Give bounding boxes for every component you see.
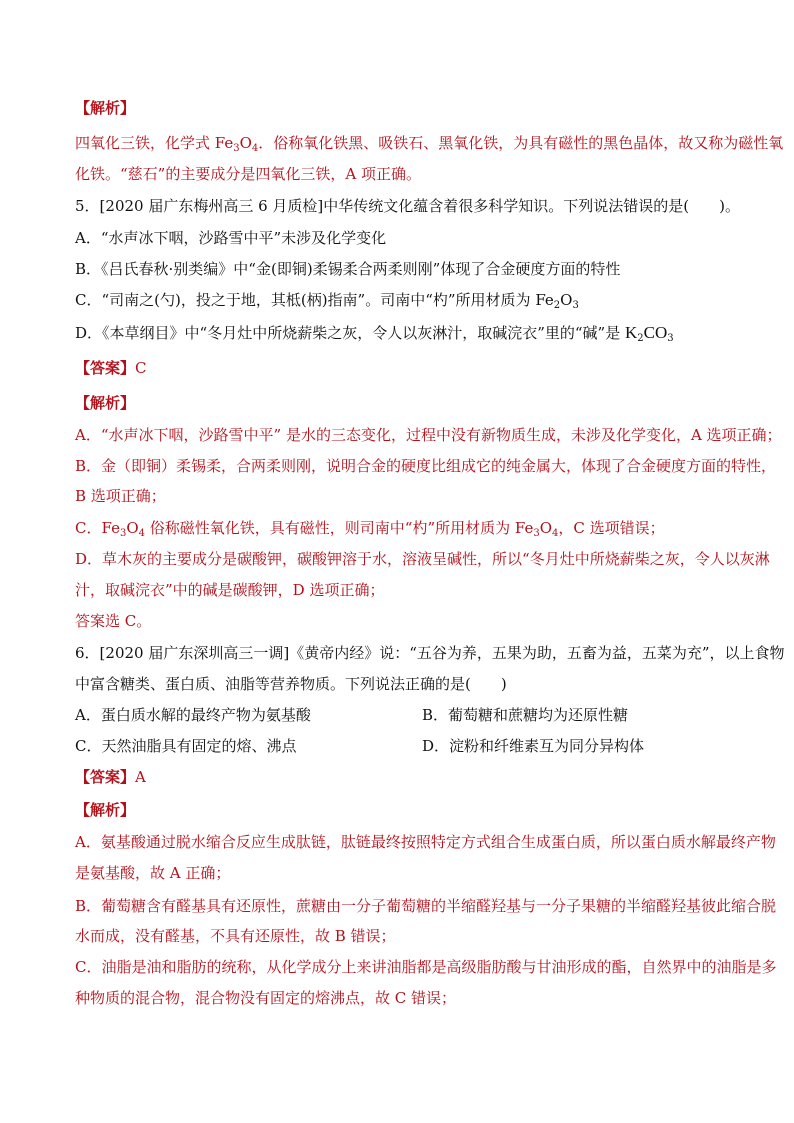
analysis-text-line: 化铁。“慈石”的主要成分是四氧化三铁，A 项正确。: [75, 165, 421, 183]
question-5-analysis-label: 【解析】: [75, 394, 136, 412]
question-5-stem: 5．[2020 届广东梅州高三 6 月质检]中华传统文化蕴含着很多科学知识。下列说法错误的是( )。: [75, 197, 740, 215]
question-6-option-c: C．天然油脂具有固定的熔、沸点: [75, 737, 297, 755]
question-6-analysis-c-cont: 种物质的混合物，混合物没有固定的熔沸点，故 C 错误；: [75, 989, 457, 1007]
question-6-analysis-a: A．氨基酸通过脱水缩合反应生成肽链，肽链最终按照特定方式组合生成蛋白质，所以蛋白质水解最终产物: [75, 833, 776, 851]
analysis-text-line: 四氧化三铁，化学式 $Fe_3O_4$．俗称氧化铁黑、吸铁石、黑氧化铁，为具有磁性的黑色晶体，故又称为磁性氧: [75, 134, 784, 154]
question-6-analysis-c: C．油脂是油和脂肪的统称，从化学成分上来讲油脂都是高级脂肪酸与甘油形成的酯，自然界中的油脂是多: [75, 958, 777, 976]
question-6-option-a: A．蛋白质水解的最终产物为氨基酸: [75, 706, 311, 724]
question-5-answer: 【答案】C: [75, 359, 147, 377]
question-6-stem-cont: 中富含糖类、蛋白质、油脂等营养物质。下列说法正确的是( ): [75, 675, 507, 693]
question-5-conclusion: 答案选 C。: [75, 612, 152, 630]
question-6-option-b: B．葡萄糖和蔗糖均为还原性糖: [422, 706, 629, 724]
analysis-label: 【解析】: [75, 99, 136, 117]
question-5-option-a: A．“水声冰下咽，沙路雪中平”未涉及化学变化: [75, 229, 387, 247]
question-6-options-row-1: [75, 705, 715, 725]
question-5-analysis-a: A．“水声冰下咽，沙路雪中平” 是水的三态变化，过程中没有新物质生成，未涉及化学变化，A 选项正确；: [75, 426, 782, 444]
question-5-analysis-b-cont: B 选项正确；: [75, 487, 166, 505]
question-5-option-d: D．《本草纲目》中“冬月灶中所烧薪柴之灰，令人以灰淋汁，取碱浣衣”里的“碱”是 $K_2CO_3$: [75, 323, 674, 344]
question-6-analysis-b-cont: 水而成，没有醛基，不具有还原性，故 B 错误；: [75, 927, 396, 945]
question-6-stem: 6．[2020 届广东深圳高三一调]《黄帝内经》说：“五谷为养，五果为助，五畜为益，五菜为充”，以上食物: [75, 644, 785, 662]
question-6-analysis-b: B．葡萄糖含有醛基具有还原性，蔗糖由一分子葡萄糖的半缩醛羟基与一分子果糖的半缩醛羟基彼此缩合脱: [75, 897, 777, 915]
question-6-answer: 【答案】A: [75, 768, 146, 786]
question-6-option-d: D．淀粉和纤维素互为同分异构体: [422, 737, 645, 755]
question-5-option-c: C．“司南之(勺)，投之于地，其柢(柄)指南”。司南中“杓”所用材质为 $Fe_2O_3$: [75, 291, 579, 311]
question-5-analysis-d: D．草木灰的主要成分是碳酸钾，碳酸钾溶于水，溶液呈碱性，所以“冬月灶中所烧薪柴之灰，令人以灰淋: [75, 550, 770, 568]
question-5-option-b: B．《吕氏春秋·别类编》中“金(即铜)柔锡柔合两柔则刚”体现了合金硬度方面的特性: [75, 260, 621, 278]
question-6-analysis-a-cont: 是氨基酸，故 A 正确；: [75, 864, 231, 882]
question-6-analysis-label: 【解析】: [75, 801, 136, 819]
question-5-analysis-b: B．金（即铜）柔锡柔，合两柔则刚，说明合金的硬度比组成它的纯金属大，体现了合金硬度方面的特性，: [75, 457, 777, 475]
question-5-analysis-c: C．$Fe_3O_4$ 俗称磁性氧化铁，具有磁性，则司南中“杓”所用材质为 $Fe_3O_4$，C 选项错误；: [75, 519, 665, 539]
question-6-options-row-2: [75, 736, 715, 756]
question-5-analysis-d-cont: 汁，取碱浣衣”中的碱是碳酸钾，D 选项正确；: [75, 581, 385, 599]
